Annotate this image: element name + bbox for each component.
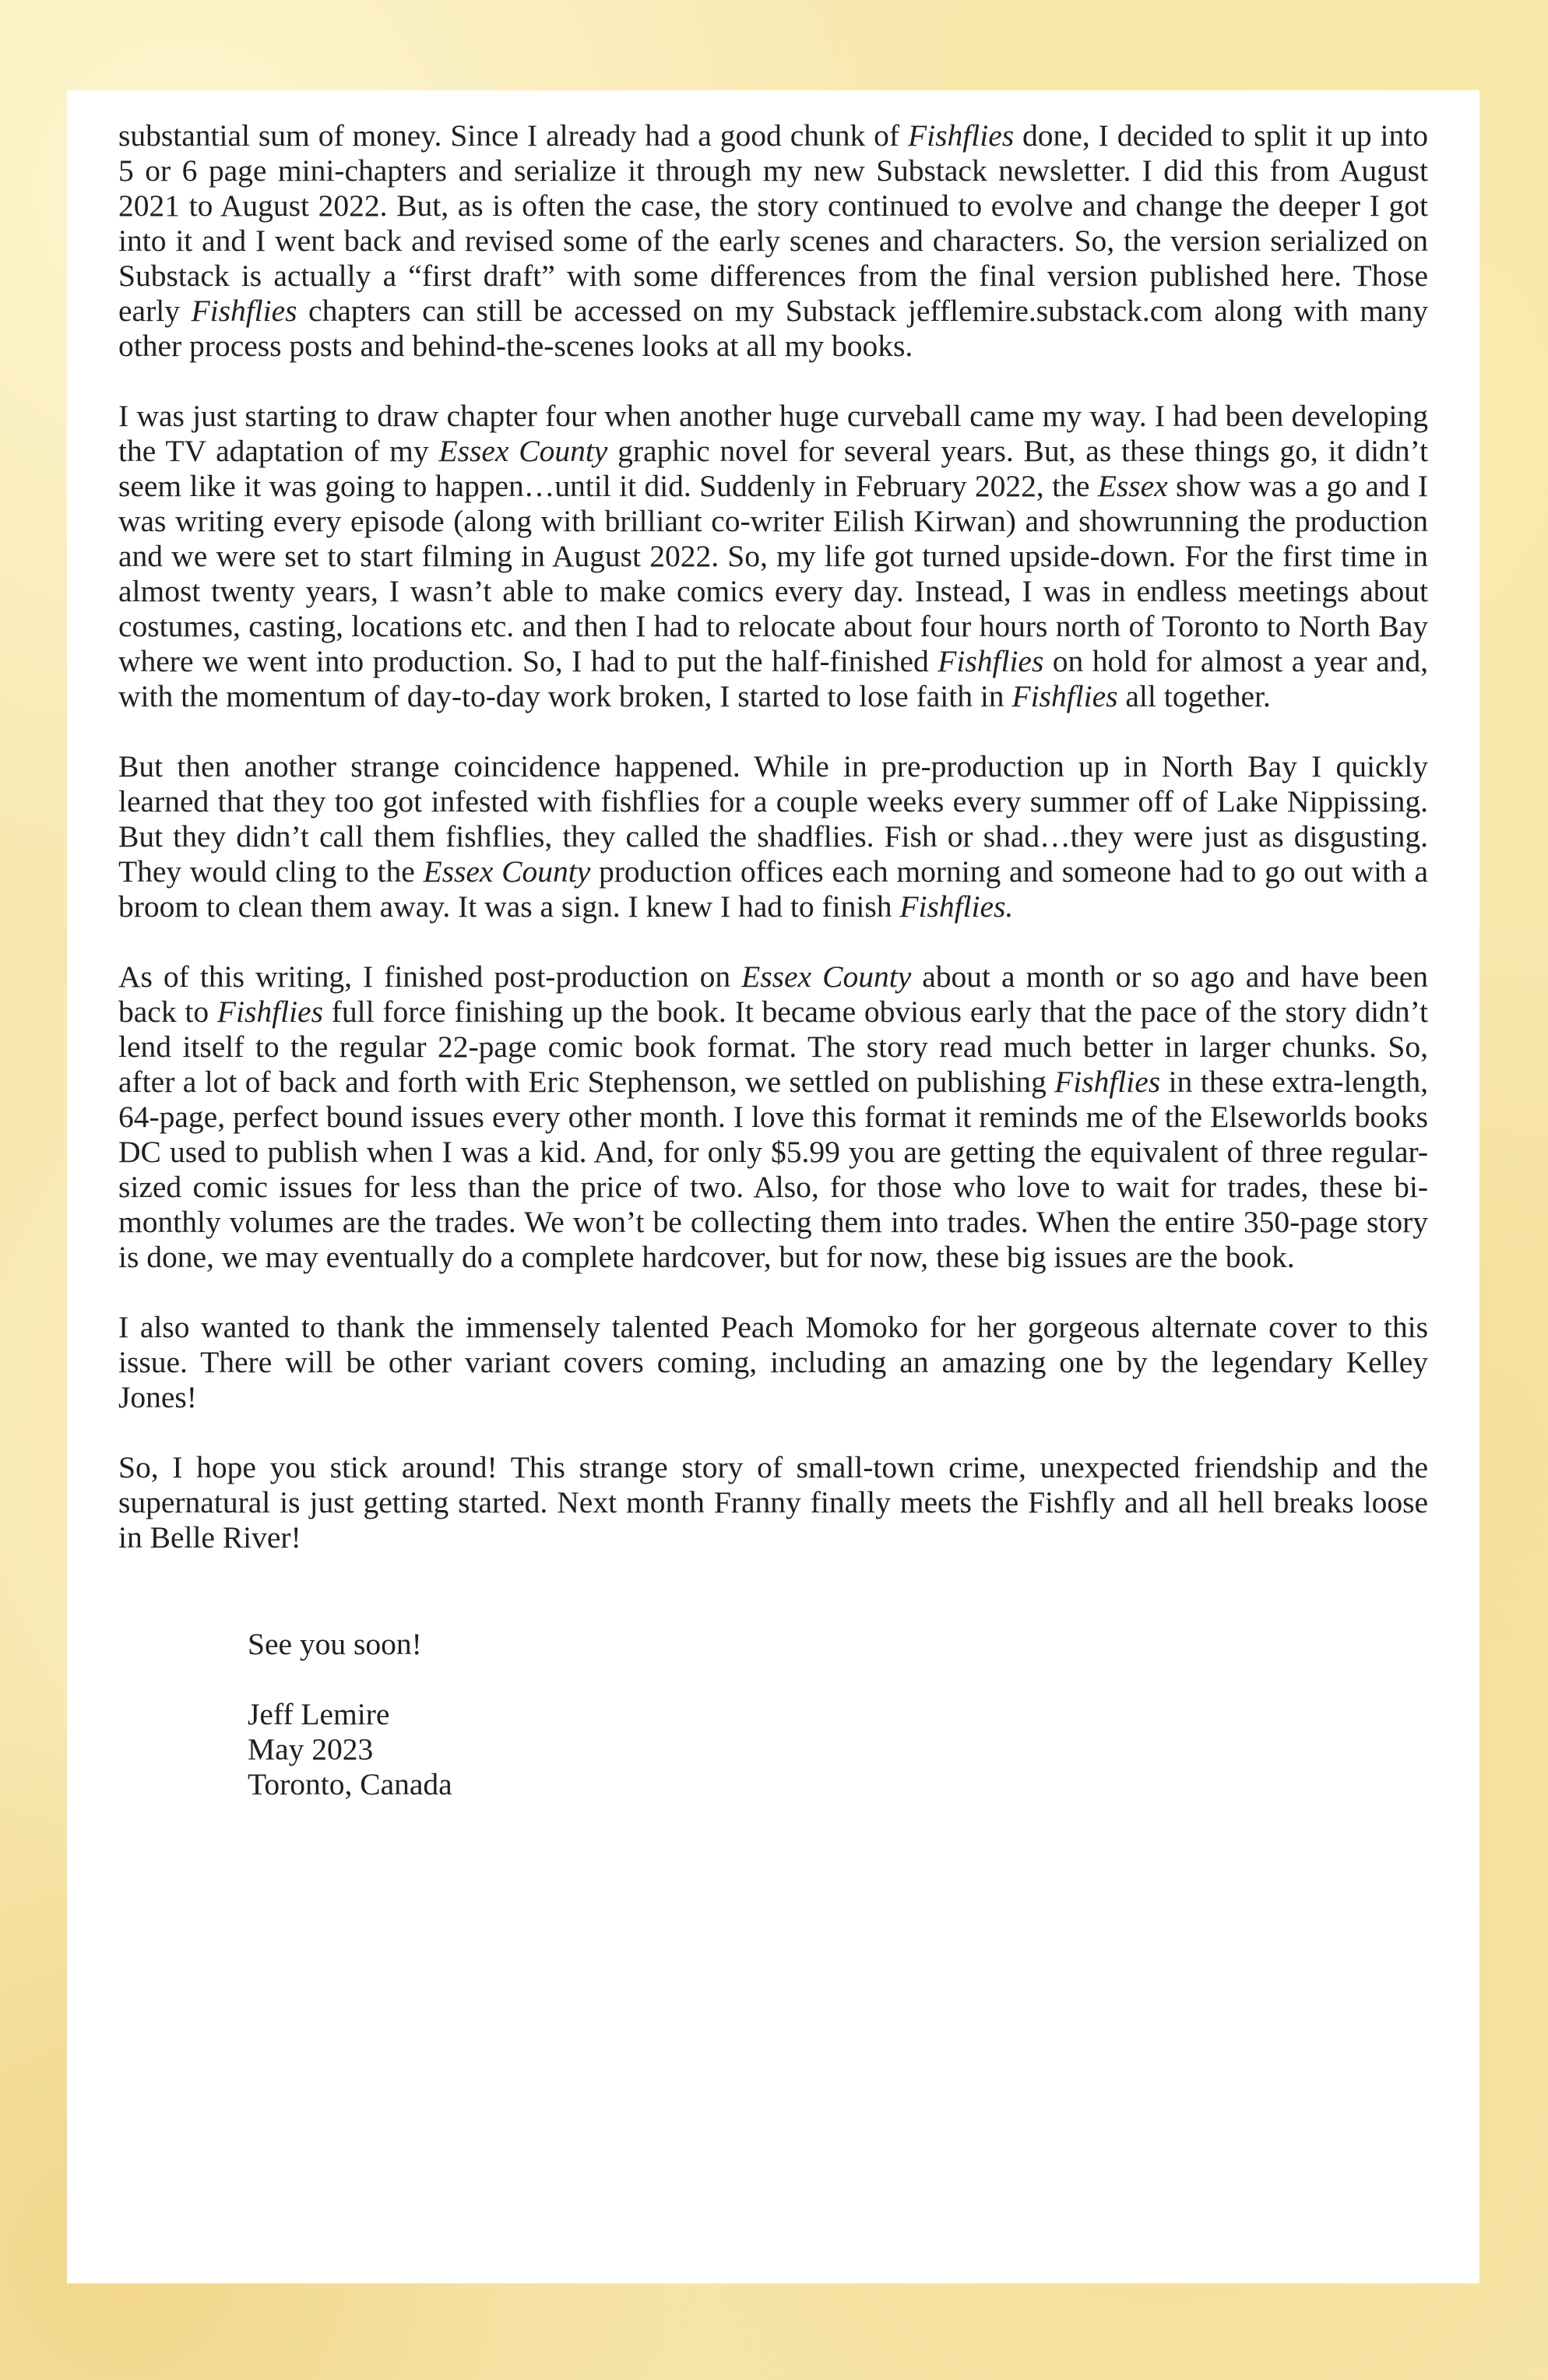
italic-title-text: Fishflies	[191, 294, 297, 328]
italic-title-text: Fishflies	[938, 644, 1044, 678]
paragraph-text: I also wanted to thank the immensely talented Peach Momoko for her gorgeous alternate cover to this issue. There will be other variant covers coming, including an amazing one by the legendary Kelley Jones!	[118, 1310, 1428, 1414]
letter-page	[67, 90, 1479, 2283]
italic-title-text: Fishflies	[908, 118, 1015, 153]
paragraph-text: I was just starting to draw chapter four when another huge curveball came my way. I had been developing the TV adaptation of my	[118, 399, 1428, 468]
italic-title-text: Essex County	[741, 959, 912, 994]
signoff	[248, 1627, 1428, 1802]
letter-paragraph	[118, 959, 1428, 1275]
italic-title-text: Essex County	[438, 434, 608, 468]
paragraph-text: production offices each morning and someone had to go out with a broom to clean them away. It was a sign. I knew I had to finish	[118, 854, 1428, 924]
paragraph-text: So, I hope you stick around! This strange story of small-town crime, unexpected friendship and the supernatural is just getting started. Next month Franny finally meets the Fishfly and all hell breaks loose in Belle River!	[118, 1450, 1428, 1554]
letter-date: May 2023	[248, 1732, 374, 1766]
paragraph-text: chapters can still be accessed on my Substack jefflemire.substack.com along with many other process posts and behind-the-scenes looks at all my books.	[118, 294, 1428, 363]
letter-paragraph	[118, 1310, 1428, 1415]
letter-paragraph	[118, 749, 1428, 924]
author-name: Jeff Lemire	[248, 1697, 390, 1731]
letter-paragraph	[118, 1450, 1428, 1555]
paragraph-text: about a month or so ago and have been back to	[118, 959, 1428, 1029]
paragraph-text: graphic novel for several years. But, as these things go, it didn’t seem like it was going to happen…until it did. Suddenly in February 2022, the	[118, 434, 1428, 503]
paragraph-text: full force finishing up the book. It became obvious early that the pace of the story didn’t lend itself to the regular 22-page comic book format. The story read much better in larger chunks. So, after a lot of back and forth with Eric Stephenson, we settled on publishing	[118, 995, 1428, 1099]
letter-paragraph	[118, 399, 1428, 714]
letter-paragraph	[118, 118, 1428, 364]
paragraph-text: all together.	[1117, 679, 1271, 713]
italic-title-text: Essex County	[423, 854, 591, 889]
paragraph-text: substantial sum of money. Since I already had a good chunk of	[118, 118, 909, 153]
italic-title-text: Fishflies.	[899, 889, 1014, 924]
italic-title-text: Fishflies	[1054, 1065, 1161, 1099]
paragraph-text: done, I decided to split it up into 5 or 6 page mini-chapters and serialize it through my new Substack newsletter. I did this from August 2021 to August 2022. But, as is often the case, the story continued to evolve and change the deeper I got into it and I went back and revised some of the early scenes and characters. So, the version serialized on Substack is actually a “first draft” with some differences from the final version published here. Those early	[118, 118, 1428, 328]
italic-title-text: Fishflies	[216, 995, 323, 1029]
paragraph-text: As of this writing, I finished post-production on	[118, 959, 742, 994]
signoff-greeting: See you soon!	[248, 1627, 422, 1661]
paragraph-text: in these extra-length, 64-page, perfect bound issues every other month. I love this format it reminds me of the Elseworlds books DC used to publish when I was a kid. And, for only $5.99 you are getting the equivalent of three regular-sized comic issues for less than the price of two. Also, for those who love to wait for trades, these bi-monthly volumes are the trades. We won’t be collecting them into trades. When the entire 350-page story is done, we may eventually do a complete hardcover, but for now, these big issues are the book.	[118, 1065, 1428, 1274]
paragraph-text: But then another strange coincidence happened. While in pre-production up in North Bay I quickly learned that they too got infested with fishflies for a couple weeks every summer off of Lake Nippissing. But they didn’t call them fishflies, they called the shadflies. Fish or shad…they were just as disgusting. They would cling to the	[118, 749, 1428, 889]
paragraph-text: show was a go and I was writing every episode (along with brilliant co-writer Eilish Kirwan) and showrunning the production and we were set to start filming in August 2022. So, my life got turned upside-down. For the first time in almost twenty years, I wasn’t able to make comics every day. Instead, I was in endless meetings about costumes, casting, locations etc. and then I had to relocate about four hours north of Toronto to North Bay where we went into production. So, I had to put the half-finished	[118, 469, 1428, 678]
paragraph-text: on hold for almost a year and, with the momentum of day-to-day work broken, I started to lose faith in	[118, 644, 1428, 713]
italic-title-text: Essex	[1097, 469, 1168, 503]
letter-body	[118, 118, 1428, 1555]
italic-title-text: Fishflies	[1011, 679, 1118, 713]
letter-location: Toronto, Canada	[248, 1767, 452, 1801]
